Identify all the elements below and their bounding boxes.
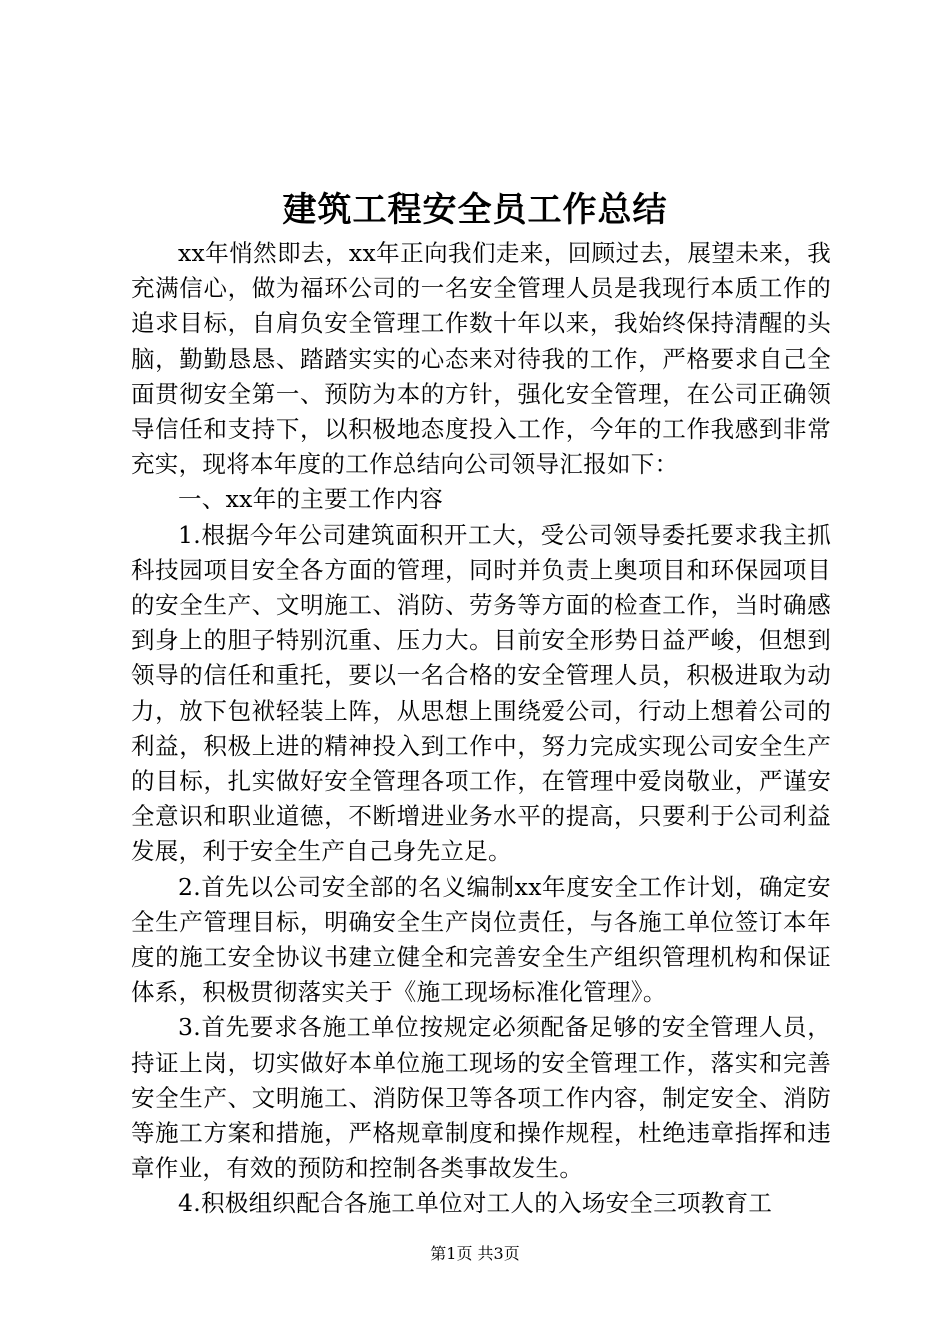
paragraph-item-3: 3.首先要求各施工单位按规定必须配备足够的安全管理人员，持证上岗，切实做好本单位施工现场的安全管理工作，落实和完善安全生产、文明施工、消防保卫等各项工作内容，制定安全、消防等施工方案和措施，严格规章制度和操作规程，杜绝违章指挥和违章作业，有效的预防和控制各类事故发生。 [131, 1013, 831, 1183]
section-heading: 一、xx年的主要工作内容 [178, 485, 444, 514]
paragraph-item-4: 4.积极组织配合各施工单位对工人的入场安全三项教育工 [178, 1189, 773, 1218]
page-number-footer: 第1页 共3页 [430, 1244, 520, 1263]
paragraph-intro: xx年悄然即去，xx年正向我们走来，回顾过去，展望未来，我充满信心，做为福环公司的一名安全管理人员是我现行本质工作的追求目标，自肩负安全管理工作数十年以来，我始终保持清醒的头脑，勤勤恳恳、踏踏实实的心态来对待我的工作，严格要求自己全面贯彻安全第一、预防为本的方针，强化安全管理，在公司正确领导信任和支持下，以积极地态度投入工作，今年的工作我感到非常充实，现将本年度的工作总结向公司领导汇报如下： [131, 239, 831, 479]
paragraph-item-2: 2.首先以公司安全部的名义编制xx年度安全工作计划，确定安全生产管理目标，明确安全生产岗位责任，与各施工单位签订本年度的施工安全协议书建立健全和完善安全生产组织管理机构和保证体系，积极贯彻落实关于《施工现场标准化管理》。 [131, 872, 831, 1007]
document-title: 建筑工程安全员工作总结 [282, 190, 668, 230]
paragraph-item-1: 1.根据今年公司建筑面积开工大，受公司领导委托要求我主抓科技园项目安全各方面的管理，同时并负责上奥项目和环保园项目的安全生产、文明施工、消防、劳务等方面的检查工作，当时确感到身上的胆子特别沉重、压力大。目前安全形势日益严峻，但想到领导的信任和重托，要以一名合格的安全管理人员，积极进取为动力，放下包袱轻装上阵，从思想上围绕爱公司，行动上想着公司的利益，积极上进的精神投入到工作中，努力完成实现公司安全生产的目标，扎实做好安全管理各项工作，在管理中爱岗敬业，严谨安全意识和职业道德，不断增进业务水平的提高，只要利于公司利益发展，利于安全生产自己身先立足。 [131, 520, 831, 866]
document-body [131, 236, 831, 1222]
